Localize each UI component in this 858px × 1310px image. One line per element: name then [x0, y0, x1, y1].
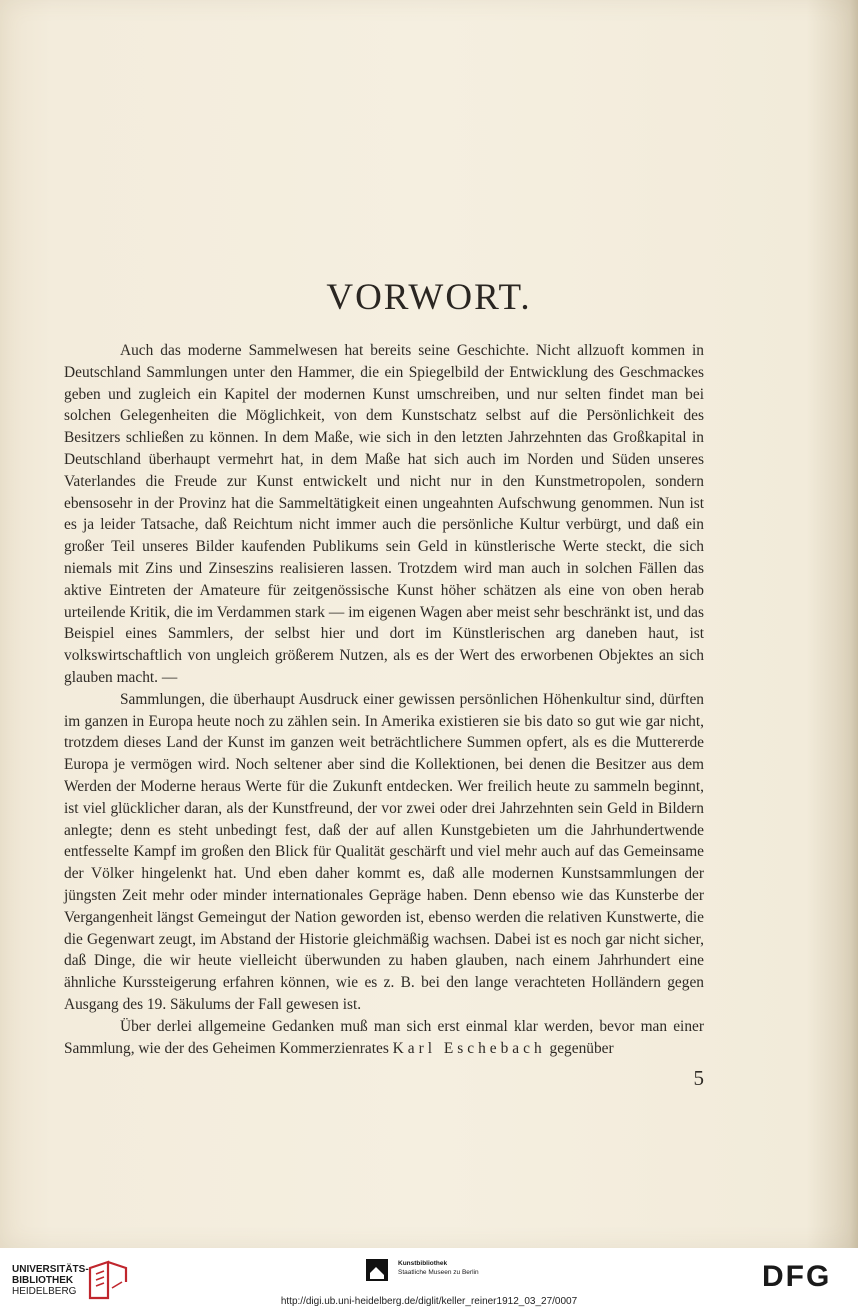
paragraph-3: [64, 1016, 704, 1060]
kunstbibliothek-line-1: Kunstbibliothek: [398, 1260, 448, 1267]
page-number: 5: [693, 1066, 704, 1090]
permalink-url[interactable]: http://digi.ub.uni-heidelberg.de/diglit/keller_reiner1912_03_27/0007: [280, 1296, 578, 1307]
library-logo-line-3: HEIDELBERG: [12, 1286, 77, 1297]
paragraph-1: Auch das moderne Sammelwesen hat bereits seine Geschichte. Nicht allzuoft kommen in Deutschland Sammlungen unter den Hammer, die ein Spiegelbild der Entwicklung des Geschmackes geben und zugleich ein Kapitel der modernen Kunst umschreiben, und nur selten findet man bei solchen Gelegenheiten die Möglichkeit, von dem Kunstschatz selbst auf die Persönlichkeit des Besitzers schließen zu können. In dem Maße, wie sich in den letzten Jahrzehnten das Großkapital in Deutschland überhaupt vermehrt hat, in dem Maße hat sich auch im Norden und Süden unseres Vaterlandes die Freude zur Kunst entwickelt und nicht nur in den Kunstmetropolen, sondern ebensosehr in der Provinz hat die Sammeltätigkeit einen ungeahnten Aufschwung genommen. Nun ist es ja leider Tatsache, daß Reichtum nicht immer auch die persönliche Kultur verbürgt, und daß ein großer Teil unseres Bilder kaufenden Publikums sein Geld in künstlerische Werte steckt, die sich niemals mit Zins und Zinseszins realisieren lassen. Trotzdem wird man auch in solchen Fällen das aktive Eintreten der Amateure für zeitgenössische Kunst höher schätzen als eine von oben herab urteilende Kritik, die im Verdammen stark — im eigenen Wagen aber meist sehr beschränkt ist, und das Beispiel eines Sammlers, der selbst hier und dort im Künstlerischen arg daneben haut, ist volkswirtschaftlich von ungleich größerem Nutzen, als es der Wert des erworbenen Objektes an sich glauben macht. —: [64, 342, 704, 686]
paragraph-3-end: gegenüber: [545, 1039, 614, 1057]
kunstbibliothek-line-2: Staatliche Museen zu Berlin: [398, 1269, 479, 1276]
dfg-logo[interactable]: DFG: [762, 1260, 832, 1293]
paragraph-2: Sammlungen, die überhaupt Ausdruck einer gewissen persönlichen Höhenkultur sind, dürften im ganzen in Europa heute noch zu zählen sein. In Amerika existieren sie bis dato so gut wie gar nicht, trotzdem dieses Land der Kunst im ganzen weit beträchtlichere Summen opfert, als es die Muttererde Europa je vermögen wird. Noch seltener aber sind die Kollektionen, bei denen die Besitzer aus dem Werden der Moderne heraus Werte für die Zukunft entdecken. Wer freilich heute zu sammeln beginnt, ist viel glücklicher daran, als der Kunstfreund, der vor zwei oder drei Jahrzehnten sein Geld in Bildern anlegte; denn es steht unbedingt fest, daß der auf allen Kunstgebieten um die Jahrhundertwende entfesselte Kampf im großen den Blick für Qualität geschärft und viel mehr auch auf das Gemeinsame der Völker hingelenkt hat. Und eben daher kommt es, daß alle modernen Kunstsammlungen der jüngsten Zeit mehr oder minder internationales Gepräge haben. Denn ebenso wie das Kunsterbe der Vergangenheit längst Gemeingut der Nation geworden ist, ebenso werden die relativen Kunstwerte, die die Gegenwart zeugt, im Abstand der Historie gleichmäßig wachsen. Dabei ist es noch gar nicht sicher, daß Dinge, die wir heute vielleicht überwunden zu haben glauben, nach einem Jahrhundert eine ähnliche Kurssteigerung erfahren können, wie es z. B. bei den lange verachteten Holländern gegen Ausgang des 19. Säkulums der Fall gewesen ist.: [64, 690, 704, 1013]
kunstbibliothek-mark-icon: [366, 1259, 388, 1281]
library-logo-line-2: BIBLIOTHEK: [12, 1275, 74, 1286]
collector-name: Karl Eschebach: [392, 1039, 546, 1057]
library-logo-line-1: UNIVERSITÄTS-: [12, 1264, 89, 1275]
body-text: [64, 340, 704, 1059]
paragraph-3-start: Über derlei allgemeine Gedanken muß man sich erst einmal klar werden, bevor man einer Sammlung, wie der des Geheimen Kommerzienrates: [64, 1017, 704, 1057]
kunstbibliothek-logo[interactable]: [366, 1256, 516, 1282]
page-title: VORWORT.: [326, 277, 532, 318]
